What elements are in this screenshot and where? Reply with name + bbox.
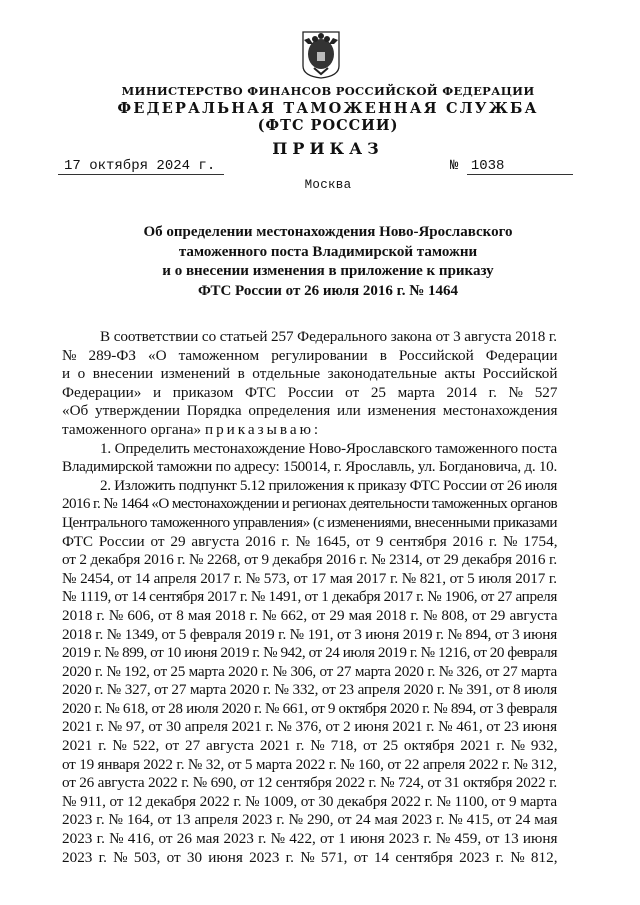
body-line [62,811,558,830]
body-line [62,849,558,868]
body-line-text: № 911, от 12 декабря 2022 г. № 1009, от 30 декабря 2022 г. № 1100, от 9 марта [62,792,557,810]
body-line [62,365,558,384]
coat-of-arms-icon [300,30,342,80]
title-line: Об определении местонахождения Ново-Ярославского [143,224,513,240]
body-line [62,830,558,849]
body-line-content [62,737,558,754]
body-line-content [62,514,557,531]
body-line-text: 2023 г. № 164, от 13 апреля 2023 г. № 290, от 24 мая 2023 г. № 415, от 24 мая [62,811,558,829]
body-line-content [62,421,321,438]
body-line-content [62,700,557,717]
body-line [62,626,558,645]
body-line [62,495,558,514]
body-line-content [62,681,557,698]
body-line-text: от 26 августа 2022 г. № 690, от 12 сентября 2022 г. № 724, от 31 октября 2022 г. [62,774,557,792]
body-line [62,533,558,552]
body-line-text: № 2454, от 14 апреля 2017 г. № 573, от 17 мая 2017 г. № 821, от 5 июля 2017 г. [62,569,557,587]
body-line-content [62,626,557,643]
body-line-text: Федерации» и приказом ФТС России от 25 марта 2014 г. № 527 [62,383,558,401]
body-line [62,644,558,663]
body-line-content [62,830,558,847]
body-line [62,774,558,793]
order-number [450,158,573,175]
body-line-text: Владимирской таможни по адресу: 150014, г. Ярославль, ул. Богдановича, д. 10. [62,458,557,476]
body-line [62,384,558,403]
body-line-content [62,774,557,791]
body-line-text: 2020 г. № 327, от 27 марта 2020 г. № 332, от 23 апреля 2020 г. № 391, от 8 июля [62,681,557,699]
body-line-content [100,477,557,494]
body-line-text: 2023 г. № 416, от 26 мая 2023 г. № 422, от 1 июня 2023 г. № 459, от 13 июня [62,830,558,848]
number-label: № [450,158,459,174]
body-line-content [62,588,557,605]
body-line-text: от 19 января 2022 г. № 32, от 5 марта 2022 г. № 160, от 22 апреля 2022 г. № 312, [62,755,557,773]
body-line [62,328,558,347]
body-line-content [62,458,557,475]
body-line-text: 2021 г. № 97, от 30 апреля 2021 г. № 376, от 2 июня 2021 г. № 461, от 23 июня [62,718,557,736]
body-line [62,570,558,589]
title-line: и о внесении изменения в приложение к приказу [162,263,494,280]
body-line-content [62,533,558,550]
service-name: ФЕДЕРАЛЬНАЯ ТАМОЖЕННАЯ СЛУЖБА [117,100,539,117]
body-line-text: «Об утверждении Порядка определения или изменения местонахождения [62,402,558,420]
body-line-text: Центрального таможенного управления» (с изменениями, внесенными приказами [62,513,557,531]
title-line: таможенного поста Владимирской таможни [178,243,478,260]
body-line-content [100,328,557,345]
body-line [62,700,558,719]
body-line [62,718,558,737]
body-line [62,737,558,756]
body-line-text: 2019 г. № 899, от 10 июня 2019 г. № 942, от 24 июля 2019 г. № 1216, от 20 февраля [62,644,557,662]
body-line [62,663,558,682]
body-line-text: 2018 г. № 1349, от 5 февраля 2019 г. № 191, от 3 июня 2019 г. № 894, от 3 июня [62,625,557,643]
document-title [0,223,640,301]
body-line-text: 2016 г. № 1464 «О местонахождении и регионах деятельности таможенных органов [62,495,557,513]
body-line-text: 2023 г. № 503, от 30 июня 2023 г. № 571, от 14 сентября 2023 г. № 812, [62,848,558,866]
body-line [62,514,558,533]
body-line-text: от 2 декабря 2016 г. № 2268, от 9 декабря 2016 г. № 2314, от 29 декабря 2016 г. [62,551,557,569]
body-line-content [62,811,558,828]
body-line [62,458,558,477]
body-line-content [62,384,558,401]
body-line-content [100,440,557,457]
body-line-text: В соответствии со статьей 257 Федерального закона от 3 августа 2018 г. [100,328,557,345]
body-line-content [62,570,557,587]
body-line-text: ФТС России от 29 августа 2016 г. № 1645, от 9 сентября 2016 г. № 1754, [62,532,558,550]
body-line [62,402,558,421]
body-line [62,607,558,626]
body-line [62,440,558,459]
city: Москва [304,178,352,192]
order-word: приказываю: [204,420,322,438]
document-type: ПРИКАЗ [272,139,384,158]
ministry-name: МИНИСТЕРСТВО ФИНАНСОВ РОССИЙСКОЙ ФЕДЕРАЦИИ [121,84,535,98]
body-line-content [62,849,558,866]
body-line [62,681,558,700]
body-line [62,477,558,496]
body-line-text: 2020 г. № 618, от 28 июля 2020 г. № 661, от 9 октября 2020 г. № 894, от 3 февраля [62,699,557,717]
body-line-text: таможенного органа» [62,420,202,438]
order-date: 17 октября 2024 г. [58,158,224,175]
body-line-content [62,718,557,735]
body-line-content [62,644,557,661]
service-short-name: (ФТС РОССИИ) [257,117,399,134]
body-line-text: № 1119, от 14 сентября 2017 г. № 1491, от 1 декабря 2017 г. № 1906, от 27 апреля [62,588,557,606]
body-line-content [62,347,558,364]
body-line-text: 1. Определить местонахождение Ново-Ярославского таможенного поста [100,439,557,457]
body-line-content [62,793,557,810]
title-line: ФТС России от 26 июля 2016 г. № 1464 [197,282,459,299]
body-line-content [62,495,557,512]
body-line [62,756,558,775]
body-line-text: и о внесении изменений в отдельные законодательные акты Российской [62,365,558,383]
body-line [62,347,558,366]
body-line-content [62,663,557,680]
body-line [62,421,558,440]
body-line-content [62,756,557,773]
body-line-text: 2018 г. № 606, от 8 мая 2018 г. № 662, от 29 мая 2018 г. № 808, от 29 августа [62,606,558,624]
body-line [62,588,558,607]
number-value: 1038 [467,158,573,175]
body-line-text: 2020 г. № 192, от 25 марта 2020 г. № 306, от 27 марта 2020 г. № 326, от 27 марта [62,662,557,680]
body-line [62,551,558,570]
body-line-text: 2021 г. № 522, от 27 августа 2021 г. № 718, от 25 октября 2021 г. № 932, [62,737,558,755]
body-line-content [62,607,558,624]
body-line-content [62,402,558,419]
body-line-text: 2. Изложить подпункт 5.12 приложения к приказу ФТС России от 26 июля [100,476,557,494]
body-line-content [62,365,558,382]
body-line-text: № 289-ФЗ «О таможенном регулировании в Российской Федерации [62,346,558,364]
document-body [62,328,558,867]
body-line [62,793,558,812]
body-line-content [62,551,557,568]
